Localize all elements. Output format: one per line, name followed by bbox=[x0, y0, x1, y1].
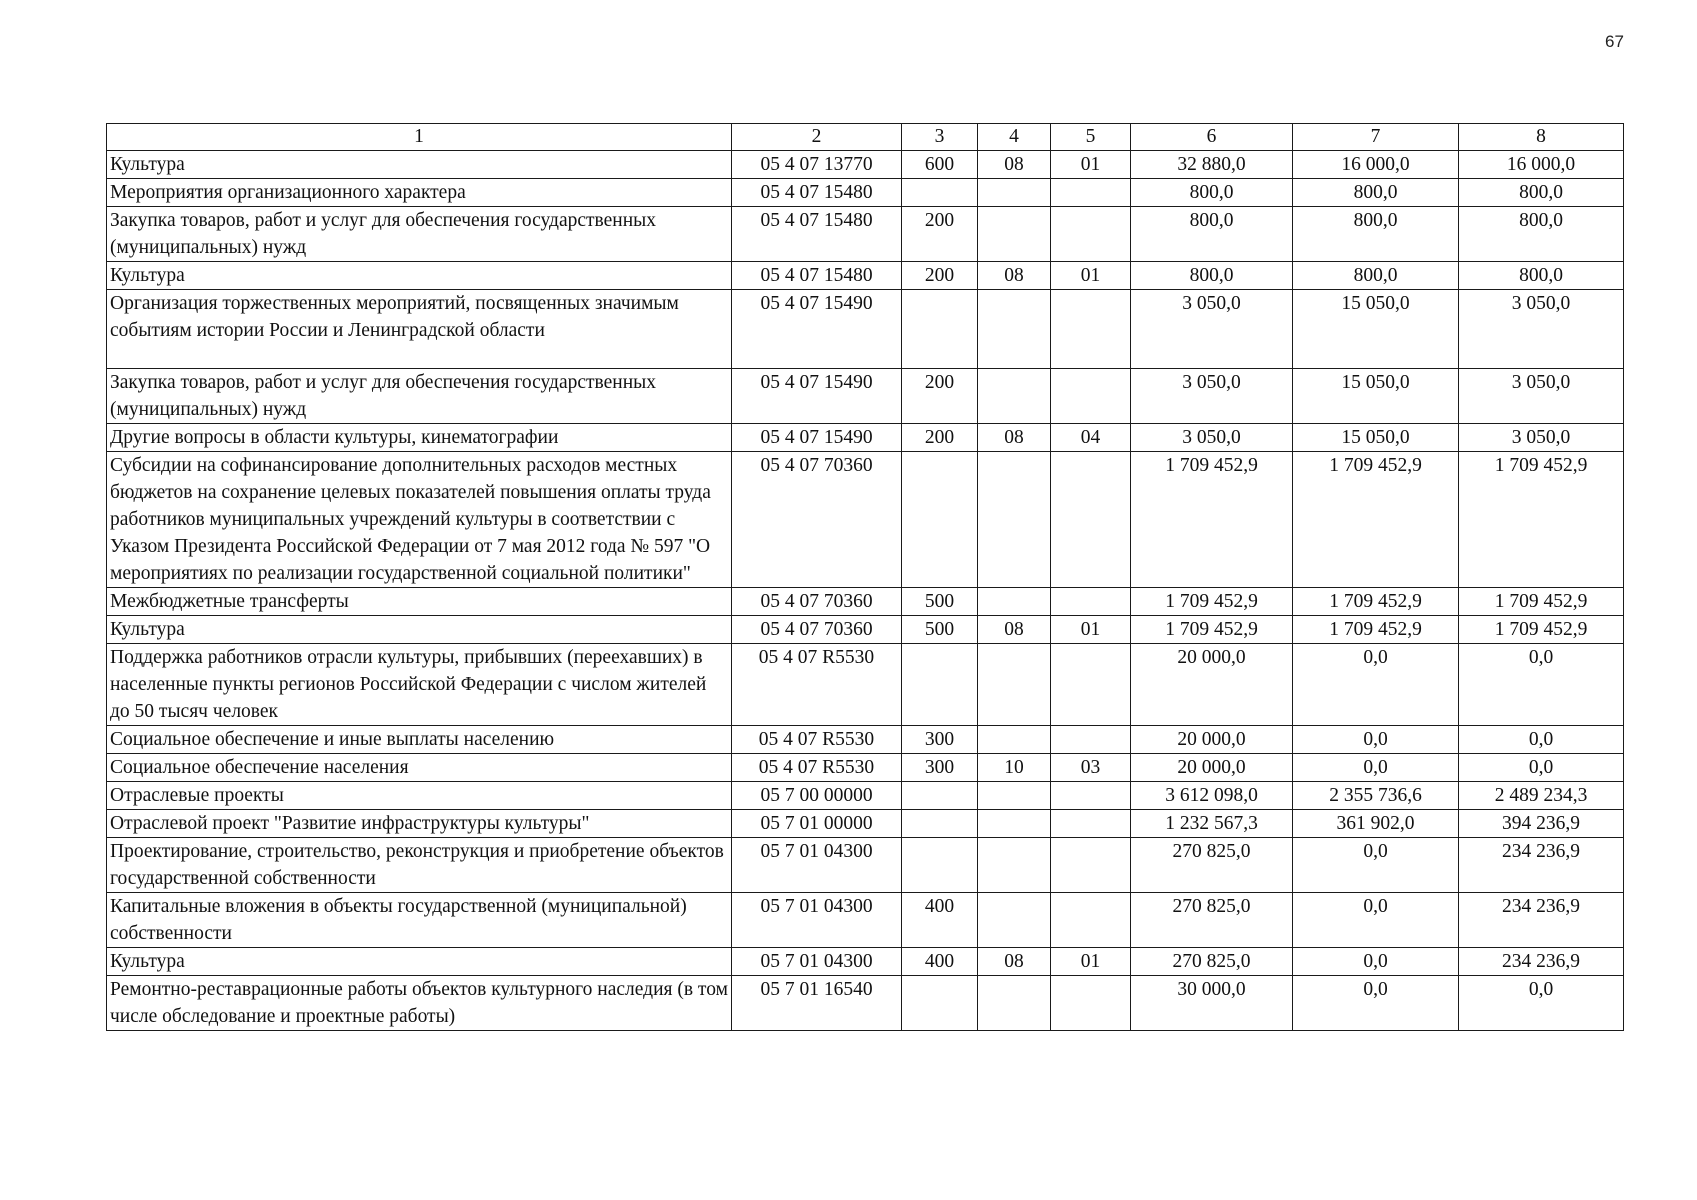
table-row bbox=[107, 948, 1624, 976]
row-subsection-cell bbox=[1051, 207, 1131, 262]
row-amount-1-cell: 3 050,0 bbox=[1131, 369, 1293, 424]
header-col-5: 5 bbox=[1051, 124, 1131, 151]
row-expense-type-cell: 500 bbox=[902, 588, 978, 616]
table-row bbox=[107, 207, 1624, 262]
row-amount-3-cell: 3 050,0 bbox=[1459, 290, 1624, 369]
row-code-cell: 05 7 01 04300 bbox=[732, 893, 902, 948]
row-section-cell bbox=[978, 782, 1051, 810]
row-amount-1-cell: 3 050,0 bbox=[1131, 424, 1293, 452]
row-subsection-cell: 01 bbox=[1051, 616, 1131, 644]
row-amount-2-cell: 15 050,0 bbox=[1293, 424, 1459, 452]
row-amount-1-cell: 270 825,0 bbox=[1131, 838, 1293, 893]
table-row bbox=[107, 452, 1624, 588]
row-expense-type-cell: 300 bbox=[902, 726, 978, 754]
row-expense-type-cell: 400 bbox=[902, 948, 978, 976]
row-subsection-cell bbox=[1051, 588, 1131, 616]
row-section-cell: 08 bbox=[978, 948, 1051, 976]
row-amount-2-cell: 1 709 452,9 bbox=[1293, 452, 1459, 588]
header-col-1: 1 bbox=[107, 124, 732, 151]
row-amount-2-cell: 800,0 bbox=[1293, 262, 1459, 290]
row-expense-type-cell bbox=[902, 179, 978, 207]
row-amount-3-cell: 0,0 bbox=[1459, 754, 1624, 782]
table-row bbox=[107, 588, 1624, 616]
row-section-cell bbox=[978, 838, 1051, 893]
row-amount-3-cell: 3 050,0 bbox=[1459, 369, 1624, 424]
row-name-cell: Культура bbox=[107, 151, 732, 179]
row-name-cell: Социальное обеспечение и иные выплаты населению bbox=[107, 726, 732, 754]
row-amount-3-cell: 234 236,9 bbox=[1459, 838, 1624, 893]
row-section-cell: 08 bbox=[978, 424, 1051, 452]
row-subsection-cell bbox=[1051, 893, 1131, 948]
row-code-cell: 05 4 07 15490 bbox=[732, 424, 902, 452]
row-subsection-cell bbox=[1051, 452, 1131, 588]
row-section-cell: 10 bbox=[978, 754, 1051, 782]
row-amount-1-cell: 800,0 bbox=[1131, 179, 1293, 207]
row-code-cell: 05 7 01 04300 bbox=[732, 838, 902, 893]
row-amount-3-cell: 2 489 234,3 bbox=[1459, 782, 1624, 810]
row-amount-1-cell: 1 709 452,9 bbox=[1131, 452, 1293, 588]
row-name-cell: Социальное обеспечение населения bbox=[107, 754, 732, 782]
row-amount-2-cell: 15 050,0 bbox=[1293, 369, 1459, 424]
row-name-cell: Организация торжественных мероприятий, посвященных значимым событиям истории России и Ленинградской области bbox=[107, 290, 732, 369]
row-amount-3-cell: 234 236,9 bbox=[1459, 948, 1624, 976]
row-code-cell: 05 4 07 70360 bbox=[732, 616, 902, 644]
row-expense-type-cell bbox=[902, 782, 978, 810]
row-section-cell bbox=[978, 290, 1051, 369]
row-code-cell: 05 4 07 R5530 bbox=[732, 644, 902, 726]
row-amount-2-cell: 0,0 bbox=[1293, 838, 1459, 893]
row-code-cell: 05 7 01 00000 bbox=[732, 810, 902, 838]
row-code-cell: 05 4 07 15490 bbox=[732, 369, 902, 424]
row-section-cell: 08 bbox=[978, 151, 1051, 179]
row-expense-type-cell bbox=[902, 976, 978, 1031]
row-amount-3-cell: 394 236,9 bbox=[1459, 810, 1624, 838]
header-col-4: 4 bbox=[978, 124, 1051, 151]
row-subsection-cell: 01 bbox=[1051, 151, 1131, 179]
row-name-cell: Культура bbox=[107, 616, 732, 644]
row-amount-1-cell: 30 000,0 bbox=[1131, 976, 1293, 1031]
row-code-cell: 05 4 07 15480 bbox=[732, 262, 902, 290]
header-col-3: 3 bbox=[902, 124, 978, 151]
page-number: 67 bbox=[1605, 32, 1624, 51]
row-expense-type-cell: 200 bbox=[902, 207, 978, 262]
row-amount-2-cell: 1 709 452,9 bbox=[1293, 616, 1459, 644]
row-amount-1-cell: 270 825,0 bbox=[1131, 948, 1293, 976]
table-row bbox=[107, 262, 1624, 290]
row-amount-3-cell: 16 000,0 bbox=[1459, 151, 1624, 179]
row-section-cell: 08 bbox=[978, 262, 1051, 290]
row-section-cell bbox=[978, 588, 1051, 616]
header-col-8: 8 bbox=[1459, 124, 1624, 151]
row-code-cell: 05 4 07 R5530 bbox=[732, 726, 902, 754]
row-amount-3-cell: 800,0 bbox=[1459, 262, 1624, 290]
row-amount-3-cell: 3 050,0 bbox=[1459, 424, 1624, 452]
budget-table bbox=[106, 123, 1624, 1031]
row-subsection-cell bbox=[1051, 726, 1131, 754]
table-row bbox=[107, 179, 1624, 207]
row-amount-1-cell: 270 825,0 bbox=[1131, 893, 1293, 948]
table-row bbox=[107, 290, 1624, 369]
row-subsection-cell bbox=[1051, 976, 1131, 1031]
row-code-cell: 05 4 07 70360 bbox=[732, 588, 902, 616]
table-row bbox=[107, 838, 1624, 893]
row-amount-1-cell: 32 880,0 bbox=[1131, 151, 1293, 179]
row-name-cell: Ремонтно-реставрационные работы объектов культурного наследия (в том числе обследование и проектные работы) bbox=[107, 976, 732, 1031]
row-code-cell: 05 4 07 15490 bbox=[732, 290, 902, 369]
row-name-cell: Межбюджетные трансферты bbox=[107, 588, 732, 616]
row-amount-3-cell: 0,0 bbox=[1459, 976, 1624, 1031]
row-amount-2-cell: 0,0 bbox=[1293, 726, 1459, 754]
table-row bbox=[107, 151, 1624, 179]
row-name-cell: Другие вопросы в области культуры, кинематографии bbox=[107, 424, 732, 452]
row-amount-1-cell: 3 050,0 bbox=[1131, 290, 1293, 369]
row-amount-2-cell: 0,0 bbox=[1293, 976, 1459, 1031]
row-amount-1-cell: 1 709 452,9 bbox=[1131, 616, 1293, 644]
row-subsection-cell bbox=[1051, 782, 1131, 810]
row-section-cell bbox=[978, 207, 1051, 262]
table-row bbox=[107, 754, 1624, 782]
row-expense-type-cell bbox=[902, 290, 978, 369]
row-amount-3-cell: 800,0 bbox=[1459, 179, 1624, 207]
row-name-cell: Отраслевой проект "Развитие инфраструктуры культуры" bbox=[107, 810, 732, 838]
table-row bbox=[107, 644, 1624, 726]
table-row bbox=[107, 424, 1624, 452]
row-expense-type-cell: 200 bbox=[902, 369, 978, 424]
table-row bbox=[107, 782, 1624, 810]
row-expense-type-cell: 300 bbox=[902, 754, 978, 782]
row-name-cell: Отраслевые проекты bbox=[107, 782, 732, 810]
header-col-7: 7 bbox=[1293, 124, 1459, 151]
table-body bbox=[107, 151, 1624, 1031]
row-amount-2-cell: 0,0 bbox=[1293, 754, 1459, 782]
row-subsection-cell bbox=[1051, 369, 1131, 424]
row-amount-3-cell: 1 709 452,9 bbox=[1459, 452, 1624, 588]
row-subsection-cell bbox=[1051, 290, 1131, 369]
row-section-cell bbox=[978, 726, 1051, 754]
row-name-cell: Проектирование, строительство, реконструкция и приобретение объектов государственной собственности bbox=[107, 838, 732, 893]
table-row bbox=[107, 369, 1624, 424]
row-name-cell: Культура bbox=[107, 948, 732, 976]
row-subsection-cell: 01 bbox=[1051, 948, 1131, 976]
row-section-cell bbox=[978, 810, 1051, 838]
row-section-cell bbox=[978, 452, 1051, 588]
row-amount-3-cell: 1 709 452,9 bbox=[1459, 588, 1624, 616]
row-amount-1-cell: 1 709 452,9 bbox=[1131, 588, 1293, 616]
row-subsection-cell: 01 bbox=[1051, 262, 1131, 290]
row-code-cell: 05 7 00 00000 bbox=[732, 782, 902, 810]
row-amount-2-cell: 0,0 bbox=[1293, 893, 1459, 948]
row-amount-3-cell: 800,0 bbox=[1459, 207, 1624, 262]
row-amount-1-cell: 800,0 bbox=[1131, 262, 1293, 290]
header-col-2: 2 bbox=[732, 124, 902, 151]
row-amount-2-cell: 0,0 bbox=[1293, 644, 1459, 726]
row-code-cell: 05 7 01 16540 bbox=[732, 976, 902, 1031]
row-section-cell bbox=[978, 179, 1051, 207]
row-amount-1-cell: 20 000,0 bbox=[1131, 644, 1293, 726]
row-name-cell: Закупка товаров, работ и услуг для обеспечения государственных (муниципальных) нужд bbox=[107, 369, 732, 424]
row-expense-type-cell: 200 bbox=[902, 424, 978, 452]
row-expense-type-cell bbox=[902, 838, 978, 893]
row-amount-3-cell: 1 709 452,9 bbox=[1459, 616, 1624, 644]
table-row bbox=[107, 893, 1624, 948]
table-row bbox=[107, 726, 1624, 754]
row-amount-1-cell: 3 612 098,0 bbox=[1131, 782, 1293, 810]
row-expense-type-cell: 500 bbox=[902, 616, 978, 644]
row-amount-2-cell: 16 000,0 bbox=[1293, 151, 1459, 179]
row-subsection-cell: 03 bbox=[1051, 754, 1131, 782]
row-name-cell: Капитальные вложения в объекты государственной (муниципальной) собственности bbox=[107, 893, 732, 948]
row-section-cell bbox=[978, 644, 1051, 726]
row-amount-3-cell: 234 236,9 bbox=[1459, 893, 1624, 948]
row-section-cell bbox=[978, 369, 1051, 424]
table-row bbox=[107, 616, 1624, 644]
row-subsection-cell bbox=[1051, 810, 1131, 838]
row-amount-1-cell: 800,0 bbox=[1131, 207, 1293, 262]
header-row bbox=[107, 124, 1624, 151]
row-code-cell: 05 4 07 70360 bbox=[732, 452, 902, 588]
row-name-cell: Культура bbox=[107, 262, 732, 290]
row-subsection-cell bbox=[1051, 179, 1131, 207]
row-name-cell: Закупка товаров, работ и услуг для обеспечения государственных (муниципальных) нужд bbox=[107, 207, 732, 262]
row-code-cell: 05 4 07 13770 bbox=[732, 151, 902, 179]
row-section-cell bbox=[978, 976, 1051, 1031]
row-amount-1-cell: 20 000,0 bbox=[1131, 726, 1293, 754]
row-amount-2-cell: 361 902,0 bbox=[1293, 810, 1459, 838]
row-amount-2-cell: 800,0 bbox=[1293, 207, 1459, 262]
row-subsection-cell bbox=[1051, 838, 1131, 893]
table-row bbox=[107, 810, 1624, 838]
row-amount-2-cell: 0,0 bbox=[1293, 948, 1459, 976]
row-subsection-cell bbox=[1051, 644, 1131, 726]
row-code-cell: 05 4 07 R5530 bbox=[732, 754, 902, 782]
row-amount-2-cell: 15 050,0 bbox=[1293, 290, 1459, 369]
row-code-cell: 05 4 07 15480 bbox=[732, 179, 902, 207]
row-section-cell: 08 bbox=[978, 616, 1051, 644]
row-expense-type-cell bbox=[902, 810, 978, 838]
row-expense-type-cell bbox=[902, 452, 978, 588]
row-name-cell: Поддержка работников отрасли культуры, прибывших (переехавших) в населенные пункты регионов Российской Федерации с числом жителей до 50 тысяч человек bbox=[107, 644, 732, 726]
row-amount-3-cell: 0,0 bbox=[1459, 726, 1624, 754]
row-expense-type-cell bbox=[902, 644, 978, 726]
row-code-cell: 05 7 01 04300 bbox=[732, 948, 902, 976]
table-row bbox=[107, 976, 1624, 1031]
row-amount-3-cell: 0,0 bbox=[1459, 644, 1624, 726]
row-amount-1-cell: 1 232 567,3 bbox=[1131, 810, 1293, 838]
row-expense-type-cell: 200 bbox=[902, 262, 978, 290]
row-section-cell bbox=[978, 893, 1051, 948]
row-amount-2-cell: 2 355 736,6 bbox=[1293, 782, 1459, 810]
row-expense-type-cell: 400 bbox=[902, 893, 978, 948]
row-amount-2-cell: 1 709 452,9 bbox=[1293, 588, 1459, 616]
row-amount-1-cell: 20 000,0 bbox=[1131, 754, 1293, 782]
row-code-cell: 05 4 07 15480 bbox=[732, 207, 902, 262]
row-name-cell: Мероприятия организационного характера bbox=[107, 179, 732, 207]
row-amount-2-cell: 800,0 bbox=[1293, 179, 1459, 207]
row-subsection-cell: 04 bbox=[1051, 424, 1131, 452]
row-name-cell: Субсидии на софинансирование дополнительных расходов местных бюджетов на сохранение целевых показателей повышения оплаты труда работников муниципальных учреждений культуры в соответствии с Указом Президента Российской Федерации от 7 мая 2012 года № 597 "О мероприятиях по реализации государственной социальной политики" bbox=[107, 452, 732, 588]
row-expense-type-cell: 600 bbox=[902, 151, 978, 179]
header-col-6: 6 bbox=[1131, 124, 1293, 151]
